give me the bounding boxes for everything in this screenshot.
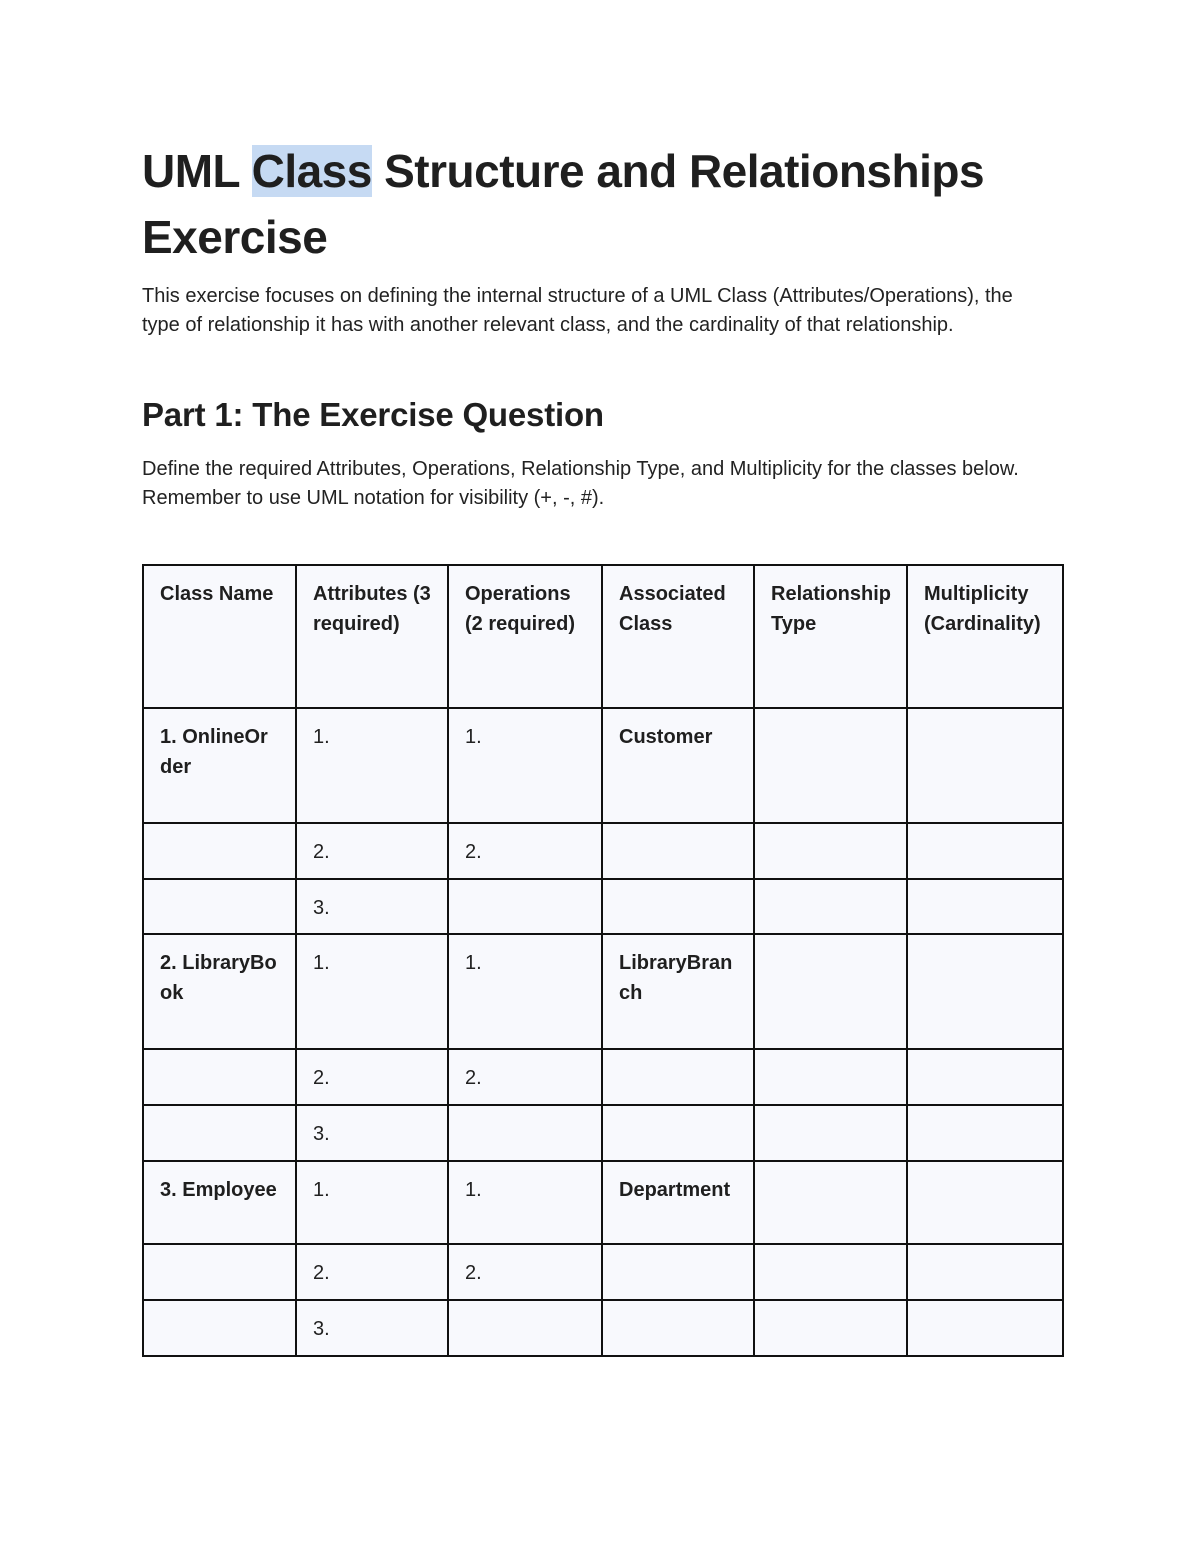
multiplicity-cell[interactable] <box>907 1105 1063 1161</box>
associated-class-cell[interactable]: Customer <box>602 708 754 823</box>
multiplicity-cell[interactable] <box>907 1300 1063 1356</box>
operation-cell[interactable]: 1. <box>448 708 602 823</box>
document-title <box>142 138 1062 270</box>
title-suffix: Structure and Relationships Exercise <box>142 145 985 263</box>
operation-cell[interactable]: 1. <box>448 1161 602 1244</box>
table-row <box>143 1105 1063 1161</box>
table-row <box>143 934 1063 1049</box>
header-attributes: Attributes (3 required) <box>296 565 448 708</box>
relationship-type-cell[interactable] <box>754 1105 907 1161</box>
attribute-cell[interactable]: 2. <box>296 1244 448 1300</box>
relationship-type-cell[interactable] <box>754 879 907 934</box>
associated-class-cell[interactable] <box>602 1244 754 1300</box>
table-row <box>143 1244 1063 1300</box>
associated-class-cell[interactable] <box>602 1300 754 1356</box>
relationship-type-cell[interactable] <box>754 823 907 879</box>
associated-class-cell[interactable] <box>602 1049 754 1105</box>
attribute-cell[interactable]: 1. <box>296 1161 448 1244</box>
attribute-cell[interactable]: 2. <box>296 823 448 879</box>
class-name-cell[interactable] <box>143 1105 296 1161</box>
relationship-type-cell[interactable] <box>754 708 907 823</box>
relationship-type-cell[interactable] <box>754 1300 907 1356</box>
operation-cell[interactable] <box>448 1300 602 1356</box>
multiplicity-cell[interactable] <box>907 879 1063 934</box>
header-relationship-type: Relationship Type <box>754 565 907 708</box>
operation-cell[interactable]: 2. <box>448 823 602 879</box>
associated-class-cell[interactable]: Department <box>602 1161 754 1244</box>
header-class-name: Class Name <box>143 565 296 708</box>
relationship-type-cell[interactable] <box>754 1161 907 1244</box>
associated-class-cell[interactable] <box>602 1105 754 1161</box>
operation-cell[interactable]: 2. <box>448 1244 602 1300</box>
operation-cell[interactable] <box>448 1105 602 1161</box>
class-name-cell[interactable]: 2. LibraryBook <box>143 934 296 1049</box>
class-name-cell[interactable] <box>143 1244 296 1300</box>
table-row <box>143 879 1063 934</box>
multiplicity-cell[interactable] <box>907 1244 1063 1300</box>
table-row <box>143 708 1063 823</box>
multiplicity-cell[interactable] <box>907 1161 1063 1244</box>
attribute-cell[interactable]: 1. <box>296 708 448 823</box>
attribute-cell[interactable]: 3. <box>296 1300 448 1356</box>
table-row <box>143 1300 1063 1356</box>
instructions-paragraph: Define the required Attributes, Operations, Relationship Type, and Multiplicity for the classes below. Remember to use UML notation for visibility (+, -, #). <box>142 458 1019 509</box>
multiplicity-cell[interactable] <box>907 1049 1063 1105</box>
class-name-cell[interactable] <box>143 823 296 879</box>
attribute-cell[interactable]: 3. <box>296 1105 448 1161</box>
operation-cell[interactable]: 1. <box>448 934 602 1049</box>
associated-class-cell[interactable]: LibraryBranch <box>602 934 754 1049</box>
associated-class-cell[interactable] <box>602 879 754 934</box>
table-row <box>143 1049 1063 1105</box>
multiplicity-cell[interactable] <box>907 708 1063 823</box>
title-highlighted-word[interactable]: Class <box>251 145 372 197</box>
class-name-cell[interactable]: 1. OnlineOrder <box>143 708 296 823</box>
attribute-cell[interactable]: 3. <box>296 879 448 934</box>
relationship-type-cell[interactable] <box>754 1244 907 1300</box>
operation-cell[interactable]: 2. <box>448 1049 602 1105</box>
table-row <box>143 1161 1063 1244</box>
header-associated-class: Associated Class <box>602 565 754 708</box>
exercise-table <box>142 564 1064 1357</box>
part1-heading: Part 1: The Exercise Question <box>142 396 604 433</box>
attribute-cell[interactable]: 1. <box>296 934 448 1049</box>
relationship-type-cell[interactable] <box>754 934 907 1049</box>
relationship-type-cell[interactable] <box>754 1049 907 1105</box>
operation-cell[interactable] <box>448 879 602 934</box>
associated-class-cell[interactable] <box>602 823 754 879</box>
multiplicity-cell[interactable] <box>907 823 1063 879</box>
multiplicity-cell[interactable] <box>907 934 1063 1049</box>
class-name-cell[interactable] <box>143 1300 296 1356</box>
class-name-cell[interactable] <box>143 879 296 934</box>
intro-paragraph: This exercise focuses on defining the internal structure of a UML Class (Attributes/Operations), the type of relationship it has with another relevant class, and the cardinality of that relationship. <box>142 285 1013 336</box>
title-prefix: UML <box>142 145 252 197</box>
table-header-row <box>143 565 1063 708</box>
table-row <box>143 823 1063 879</box>
header-multiplicity: Multiplicity (Cardinality) <box>907 565 1063 708</box>
class-name-cell[interactable]: 3. Employee <box>143 1161 296 1244</box>
header-operations: Operations (2 required) <box>448 565 602 708</box>
attribute-cell[interactable]: 2. <box>296 1049 448 1105</box>
class-name-cell[interactable] <box>143 1049 296 1105</box>
